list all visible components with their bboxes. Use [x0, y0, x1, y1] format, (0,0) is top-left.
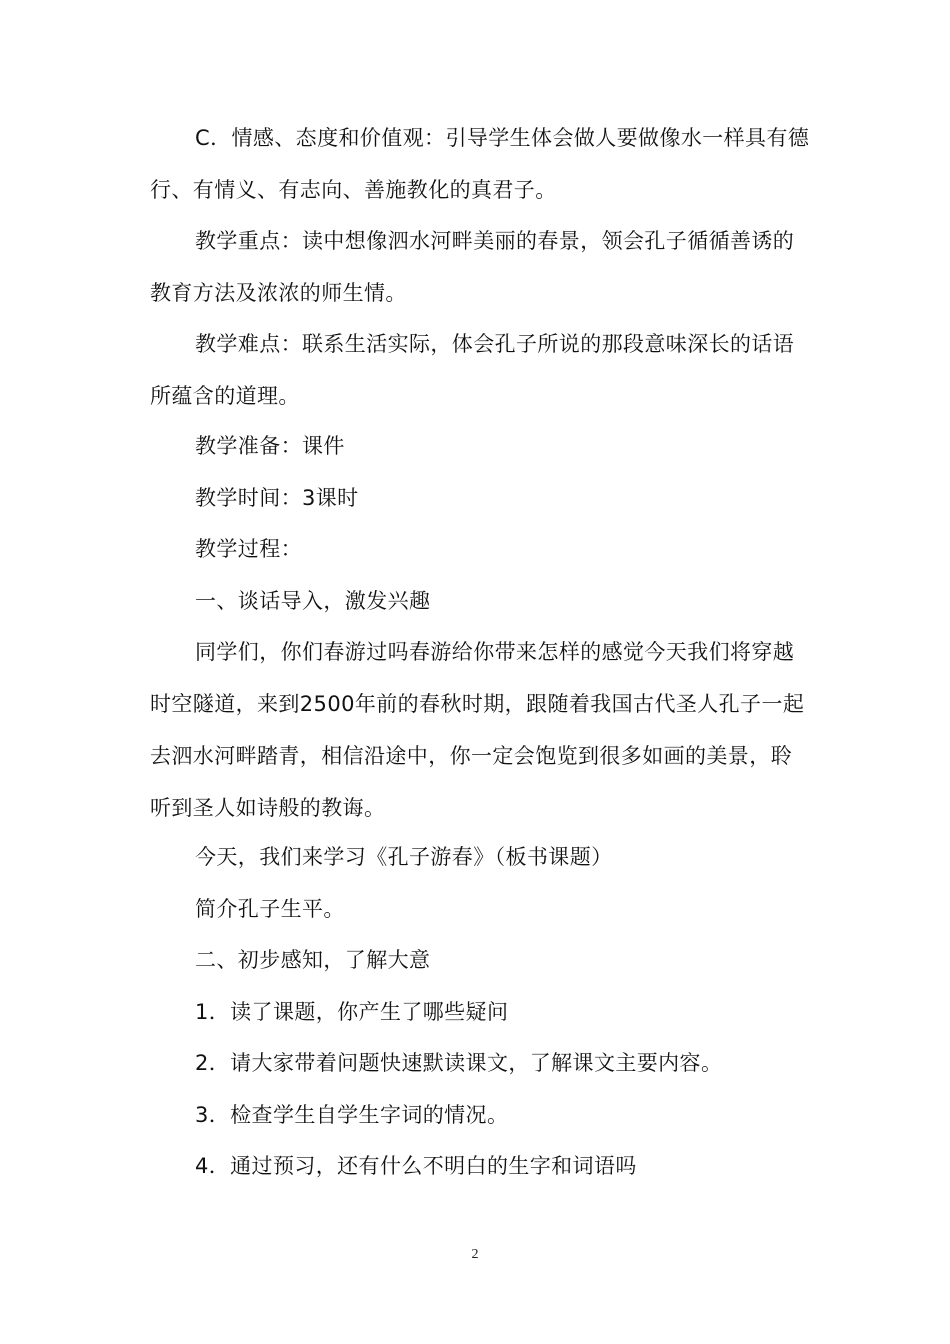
list-item-4: 4．通过预习，还有什么不明白的生字和词语吗	[195, 1154, 637, 1178]
list-item-3: 3．检查学生自学生字词的情况。	[195, 1103, 509, 1127]
paragraph-key-points: 教学重点：读中想像泗水河畔美丽的春景，领会孔子循循善诱的教育方法及浓浓的师生情。	[150, 229, 795, 305]
section-heading-2: 二、初步感知，了解大意	[195, 948, 431, 972]
list-item-1: 1．读了课题，你产生了哪些疑问	[195, 1000, 509, 1024]
paragraph-objectives-c: C．情感、态度和价值观：引导学生体会做人要做像水一样具有德行、有情义、有志向、善施教化的真君子。	[150, 126, 810, 202]
section-heading-1: 一、谈话导入，激发兴趣	[195, 589, 431, 613]
paragraph-process-heading: 教学过程：	[195, 537, 302, 561]
page-number: 2	[471, 1247, 479, 1262]
list-item-2: 2．请大家带着问题快速默读课文，了解课文主要内容。	[195, 1051, 723, 1075]
paragraph-difficulties: 教学难点：联系生活实际，体会孔子所说的那段意味深长的话语所蕴含的道理。	[150, 332, 795, 408]
paragraph-introduction: 同学们，你们春游过吗春游给你带来怎样的感觉今天我们将穿越时空隧道，来到2500年前的春秋时期，跟随着我国古代圣人孔子一起去泗水河畔踏青，相信沿途中，你一定会饱览到很多如画的美景，聆听到圣人如诗般的教诲。	[150, 640, 805, 820]
paragraph-biography: 简介孔子生平。	[195, 897, 345, 921]
paragraph-lesson-title: 今天，我们来学习《孔子游春》（板书课题）	[195, 845, 613, 869]
paragraph-duration: 教学时间：3课时	[195, 486, 359, 510]
paragraph-preparation: 教学准备：课件	[195, 434, 345, 458]
